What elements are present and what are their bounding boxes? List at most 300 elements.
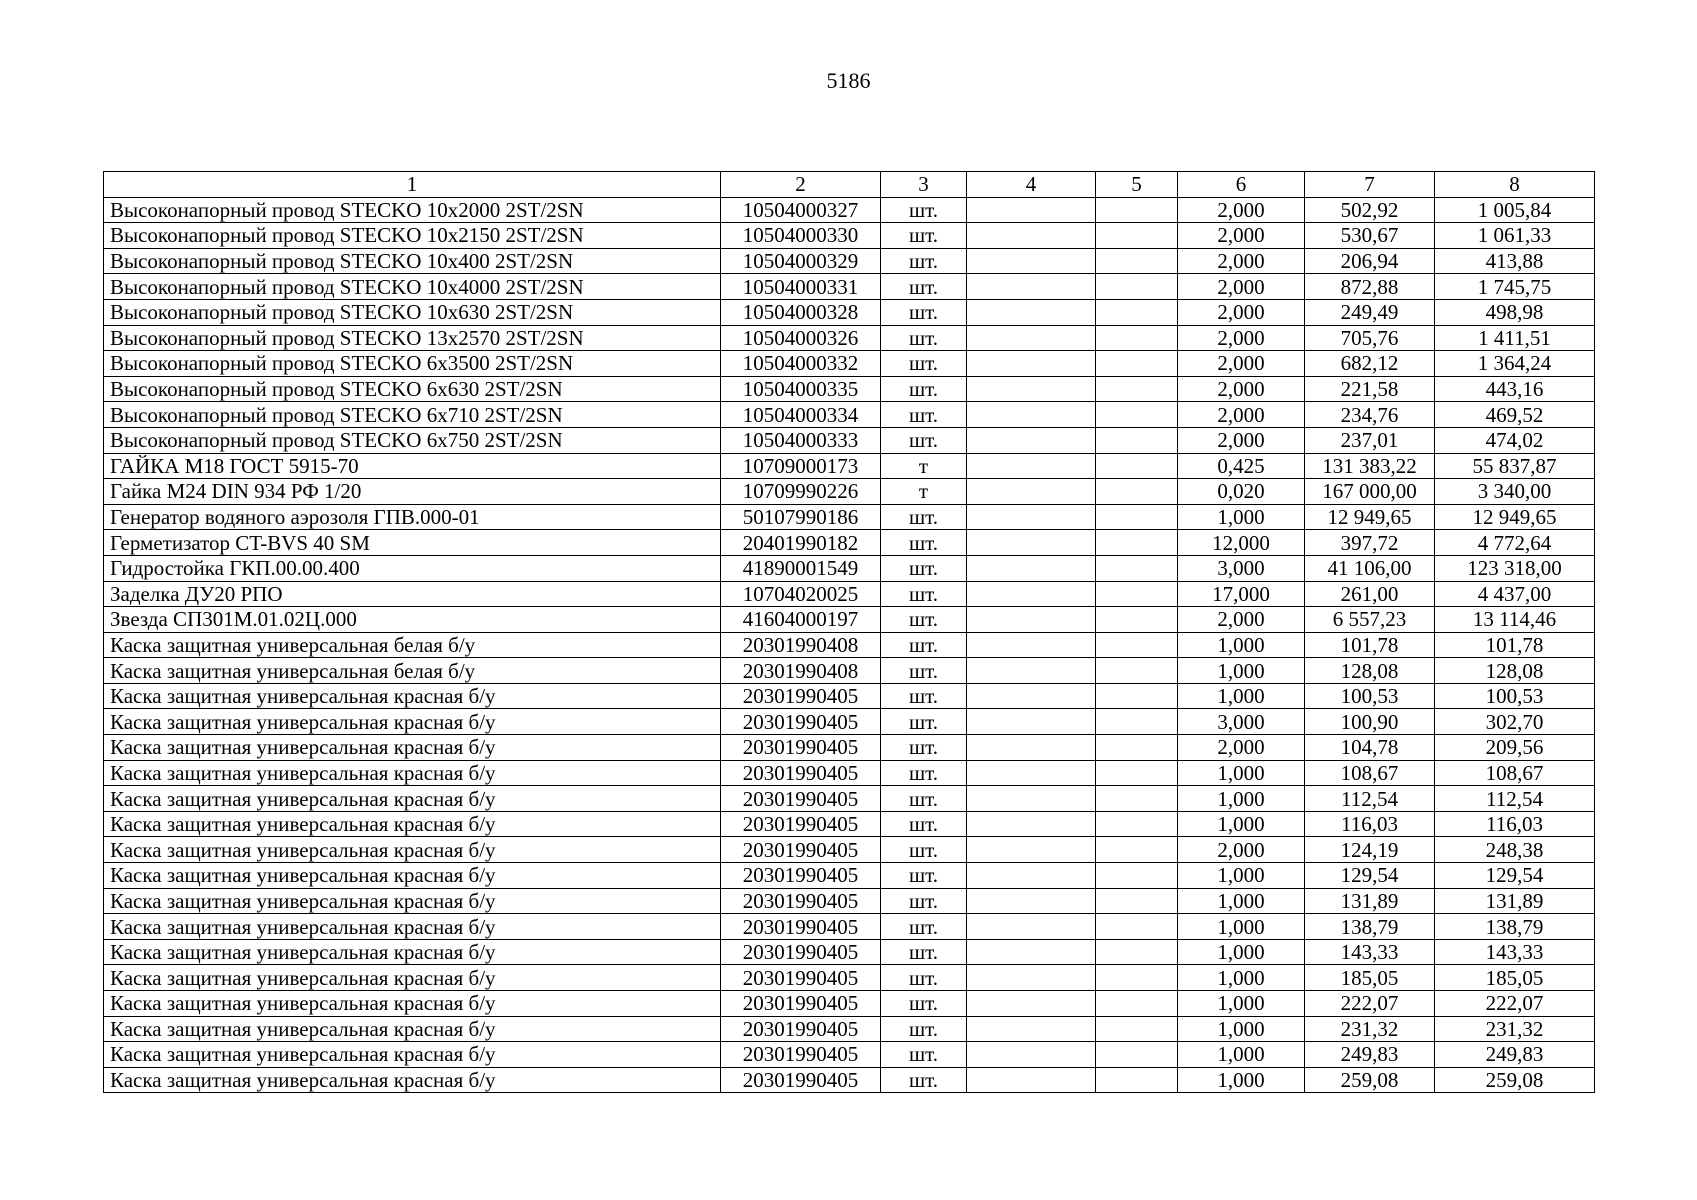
item-code-cell: 20301990405 (721, 965, 881, 991)
column-header-7: 7 (1305, 172, 1435, 198)
item-name-cell: Высоконапорный провод STECKO 10x630 2ST/2SN (104, 299, 721, 325)
item-code-cell: 20301990405 (721, 1016, 881, 1042)
column-4-cell (967, 223, 1096, 249)
item-code-cell: 10504000334 (721, 402, 881, 428)
total-cell: 129,54 (1435, 863, 1595, 889)
table-row (104, 1067, 1595, 1093)
quantity-cell: 3,000 (1178, 709, 1305, 735)
quantity-cell: 2,000 (1178, 427, 1305, 453)
table-row (104, 683, 1595, 709)
price-cell: 131 383,22 (1305, 453, 1435, 479)
price-cell: 249,83 (1305, 1042, 1435, 1068)
column-5-cell (1096, 939, 1178, 965)
item-code-cell: 20301990408 (721, 658, 881, 684)
quantity-cell: 12,000 (1178, 530, 1305, 556)
quantity-cell: 2,000 (1178, 376, 1305, 402)
quantity-cell: 1,000 (1178, 863, 1305, 889)
quantity-cell: 1,000 (1178, 811, 1305, 837)
unit-cell: шт. (881, 376, 967, 402)
total-cell: 185,05 (1435, 965, 1595, 991)
table-row (104, 1016, 1595, 1042)
quantity-cell: 2,000 (1178, 735, 1305, 761)
price-cell: 221,58 (1305, 376, 1435, 402)
page-number: 5186 (826, 68, 871, 93)
total-cell: 249,83 (1435, 1042, 1595, 1068)
total-cell: 413,88 (1435, 248, 1595, 274)
column-4-cell (967, 709, 1096, 735)
column-4-cell (967, 427, 1096, 453)
item-name-cell: ГАЙКА М18 ГОСТ 5915-70 (104, 453, 721, 479)
column-5-cell (1096, 991, 1178, 1017)
table-row (104, 197, 1595, 223)
column-5-cell (1096, 479, 1178, 505)
total-cell: 131,89 (1435, 888, 1595, 914)
column-5-cell (1096, 504, 1178, 530)
item-code-cell: 10504000326 (721, 325, 881, 351)
quantity-cell: 1,000 (1178, 914, 1305, 940)
item-code-cell: 41890001549 (721, 555, 881, 581)
column-5-cell (1096, 223, 1178, 249)
item-name-cell: Каска защитная универсальная красная б/у (104, 683, 721, 709)
column-4-cell (967, 453, 1096, 479)
item-code-cell: 20301990405 (721, 811, 881, 837)
item-code-cell: 10504000328 (721, 299, 881, 325)
column-5-cell (1096, 427, 1178, 453)
column-5-cell (1096, 658, 1178, 684)
quantity-cell: 2,000 (1178, 223, 1305, 249)
price-cell: 100,53 (1305, 683, 1435, 709)
column-4-cell (967, 1016, 1096, 1042)
column-header-6: 6 (1178, 172, 1305, 198)
total-cell: 259,08 (1435, 1067, 1595, 1093)
unit-cell: шт. (881, 939, 967, 965)
column-4-cell (967, 479, 1096, 505)
table-row (104, 504, 1595, 530)
item-code-cell: 20301990405 (721, 837, 881, 863)
unit-cell: шт. (881, 632, 967, 658)
item-code-cell: 20301990405 (721, 939, 881, 965)
unit-cell: т (881, 479, 967, 505)
column-4-cell (967, 197, 1096, 223)
price-cell: 237,01 (1305, 427, 1435, 453)
item-name-cell: Каска защитная универсальная красная б/у (104, 837, 721, 863)
total-cell: 1 745,75 (1435, 274, 1595, 300)
item-name-cell: Высоконапорный провод STECKO 13x2570 2ST/2SN (104, 325, 721, 351)
column-4-cell (967, 555, 1096, 581)
column-4-cell (967, 683, 1096, 709)
item-name-cell: Каска защитная универсальная красная б/у (104, 863, 721, 889)
total-cell: 100,53 (1435, 683, 1595, 709)
quantity-cell: 2,000 (1178, 248, 1305, 274)
price-cell: 222,07 (1305, 991, 1435, 1017)
table-row (104, 888, 1595, 914)
column-4-cell (967, 299, 1096, 325)
price-cell: 116,03 (1305, 811, 1435, 837)
column-5-cell (1096, 581, 1178, 607)
item-code-cell: 10504000333 (721, 427, 881, 453)
item-code-cell: 20301990405 (721, 863, 881, 889)
unit-cell: шт. (881, 888, 967, 914)
item-name-cell: Высоконапорный провод STECKO 10x2150 2ST/2SN (104, 223, 721, 249)
total-cell: 443,16 (1435, 376, 1595, 402)
item-name-cell: Каска защитная универсальная красная б/у (104, 965, 721, 991)
column-5-cell (1096, 632, 1178, 658)
table-row (104, 658, 1595, 684)
unit-cell: шт. (881, 760, 967, 786)
price-cell: 101,78 (1305, 632, 1435, 658)
item-name-cell: Гайка М24 DIN 934 РФ 1/20 (104, 479, 721, 505)
column-4-cell (967, 504, 1096, 530)
column-4-cell (967, 325, 1096, 351)
column-5-cell (1096, 453, 1178, 479)
table-row (104, 760, 1595, 786)
price-cell: 261,00 (1305, 581, 1435, 607)
item-name-cell: Герметизатор CT-BVS 40 SM (104, 530, 721, 556)
column-5-cell (1096, 1067, 1178, 1093)
table-row (104, 427, 1595, 453)
column-5-cell (1096, 1016, 1178, 1042)
table-row (104, 991, 1595, 1017)
item-code-cell: 20301990405 (721, 1042, 881, 1068)
price-cell: 872,88 (1305, 274, 1435, 300)
total-cell: 231,32 (1435, 1016, 1595, 1042)
unit-cell: шт. (881, 735, 967, 761)
total-cell: 1 411,51 (1435, 325, 1595, 351)
table-row (104, 555, 1595, 581)
unit-cell: шт. (881, 351, 967, 377)
price-cell: 131,89 (1305, 888, 1435, 914)
unit-cell: шт. (881, 325, 967, 351)
price-cell: 397,72 (1305, 530, 1435, 556)
item-name-cell: Каска защитная универсальная красная б/у (104, 811, 721, 837)
column-5-cell (1096, 197, 1178, 223)
quantity-cell: 1,000 (1178, 658, 1305, 684)
item-name-cell: Звезда СП301М.01.02Ц.000 (104, 607, 721, 633)
unit-cell: шт. (881, 786, 967, 812)
table-row (104, 811, 1595, 837)
total-cell: 248,38 (1435, 837, 1595, 863)
table-row (104, 274, 1595, 300)
column-5-cell (1096, 325, 1178, 351)
item-name-cell: Высоконапорный провод STECKO 10x400 2ST/2SN (104, 248, 721, 274)
item-name-cell: Каска защитная универсальная красная б/у (104, 1042, 721, 1068)
price-cell: 104,78 (1305, 735, 1435, 761)
total-cell: 1 061,33 (1435, 223, 1595, 249)
quantity-cell: 1,000 (1178, 1042, 1305, 1068)
total-cell: 302,70 (1435, 709, 1595, 735)
item-name-cell: Каска защитная универсальная красная б/у (104, 786, 721, 812)
quantity-cell: 2,000 (1178, 837, 1305, 863)
table-row (104, 735, 1595, 761)
quantity-cell: 1,000 (1178, 632, 1305, 658)
table-row (104, 965, 1595, 991)
item-code-cell: 50107990186 (721, 504, 881, 530)
table-row (104, 248, 1595, 274)
unit-cell: шт. (881, 863, 967, 889)
column-5-cell (1096, 811, 1178, 837)
column-4-cell (967, 786, 1096, 812)
column-4-cell (967, 991, 1096, 1017)
table-row (104, 479, 1595, 505)
item-name-cell: Каска защитная универсальная белая б/у (104, 658, 721, 684)
price-cell: 530,67 (1305, 223, 1435, 249)
quantity-cell: 2,000 (1178, 197, 1305, 223)
item-code-cell: 20301990405 (721, 709, 881, 735)
column-4-cell (967, 965, 1096, 991)
unit-cell: шт. (881, 555, 967, 581)
column-4-cell (967, 914, 1096, 940)
column-4-cell (967, 274, 1096, 300)
unit-cell: шт. (881, 965, 967, 991)
column-4-cell (967, 248, 1096, 274)
unit-cell: т (881, 453, 967, 479)
table-row (104, 914, 1595, 940)
table-body (104, 197, 1595, 1093)
item-name-cell: Каска защитная универсальная красная б/у (104, 991, 721, 1017)
table-row (104, 607, 1595, 633)
item-code-cell: 20301990405 (721, 760, 881, 786)
table-row (104, 223, 1595, 249)
total-cell: 116,03 (1435, 811, 1595, 837)
unit-cell: шт. (881, 274, 967, 300)
table-row (104, 530, 1595, 556)
item-name-cell: Гидростойка ГКП.00.00.400 (104, 555, 721, 581)
item-code-cell: 20301990405 (721, 914, 881, 940)
quantity-cell: 1,000 (1178, 786, 1305, 812)
total-cell: 123 318,00 (1435, 555, 1595, 581)
item-code-cell: 20301990405 (721, 1067, 881, 1093)
price-cell: 185,05 (1305, 965, 1435, 991)
quantity-cell: 1,000 (1178, 888, 1305, 914)
total-cell: 222,07 (1435, 991, 1595, 1017)
total-cell: 112,54 (1435, 786, 1595, 812)
price-cell: 143,33 (1305, 939, 1435, 965)
unit-cell: шт. (881, 658, 967, 684)
item-name-cell: Каска защитная универсальная красная б/у (104, 1067, 721, 1093)
item-name-cell: Высоконапорный провод STECKO 10x2000 2ST/2SN (104, 197, 721, 223)
price-cell: 682,12 (1305, 351, 1435, 377)
quantity-cell: 1,000 (1178, 1067, 1305, 1093)
quantity-cell: 1,000 (1178, 683, 1305, 709)
item-code-cell: 41604000197 (721, 607, 881, 633)
unit-cell: шт. (881, 530, 967, 556)
column-5-cell (1096, 709, 1178, 735)
table-row (104, 939, 1595, 965)
quantity-cell: 3,000 (1178, 555, 1305, 581)
unit-cell: шт. (881, 1016, 967, 1042)
quantity-cell: 1,000 (1178, 1016, 1305, 1042)
total-cell: 138,79 (1435, 914, 1595, 940)
item-name-cell: Заделка ДУ20 РПО (104, 581, 721, 607)
item-code-cell: 10709990226 (721, 479, 881, 505)
total-cell: 101,78 (1435, 632, 1595, 658)
column-4-cell (967, 1042, 1096, 1068)
column-4-cell (967, 607, 1096, 633)
quantity-cell: 2,000 (1178, 402, 1305, 428)
item-name-cell: Высоконапорный провод STECKO 6x710 2ST/2SN (104, 402, 721, 428)
column-5-cell (1096, 299, 1178, 325)
quantity-cell: 1,000 (1178, 939, 1305, 965)
price-cell: 124,19 (1305, 837, 1435, 863)
unit-cell: шт. (881, 299, 967, 325)
column-5-cell (1096, 965, 1178, 991)
table-row (104, 786, 1595, 812)
column-header-8: 8 (1435, 172, 1595, 198)
total-cell: 143,33 (1435, 939, 1595, 965)
total-cell: 12 949,65 (1435, 504, 1595, 530)
total-cell: 55 837,87 (1435, 453, 1595, 479)
quantity-cell: 0,425 (1178, 453, 1305, 479)
item-code-cell: 10704020025 (721, 581, 881, 607)
inventory-table (103, 171, 1595, 1093)
unit-cell: шт. (881, 402, 967, 428)
column-5-cell (1096, 914, 1178, 940)
item-code-cell: 10504000329 (721, 248, 881, 274)
quantity-cell: 2,000 (1178, 607, 1305, 633)
column-5-cell (1096, 786, 1178, 812)
item-name-cell: Высоконапорный провод STECKO 6x750 2ST/2SN (104, 427, 721, 453)
column-5-cell (1096, 837, 1178, 863)
item-name-cell: Каска защитная универсальная красная б/у (104, 914, 721, 940)
item-name-cell: Каска защитная универсальная красная б/у (104, 709, 721, 735)
item-name-cell: Каска защитная универсальная красная б/у (104, 735, 721, 761)
quantity-cell: 2,000 (1178, 351, 1305, 377)
quantity-cell: 2,000 (1178, 299, 1305, 325)
total-cell: 1 005,84 (1435, 197, 1595, 223)
quantity-cell: 1,000 (1178, 504, 1305, 530)
unit-cell: шт. (881, 248, 967, 274)
price-cell: 100,90 (1305, 709, 1435, 735)
item-code-cell: 10709000173 (721, 453, 881, 479)
unit-cell: шт. (881, 504, 967, 530)
item-name-cell: Каска защитная универсальная красная б/у (104, 760, 721, 786)
total-cell: 108,67 (1435, 760, 1595, 786)
item-code-cell: 10504000327 (721, 197, 881, 223)
total-cell: 474,02 (1435, 427, 1595, 453)
column-5-cell (1096, 530, 1178, 556)
table-row (104, 325, 1595, 351)
item-code-cell: 20301990405 (721, 991, 881, 1017)
price-cell: 138,79 (1305, 914, 1435, 940)
unit-cell: шт. (881, 427, 967, 453)
total-cell: 3 340,00 (1435, 479, 1595, 505)
total-cell: 13 114,46 (1435, 607, 1595, 633)
unit-cell: шт. (881, 581, 967, 607)
total-cell: 4 437,00 (1435, 581, 1595, 607)
column-4-cell (967, 863, 1096, 889)
column-4-cell (967, 402, 1096, 428)
item-name-cell: Высоконапорный провод STECKO 6x630 2ST/2SN (104, 376, 721, 402)
table-row (104, 453, 1595, 479)
unit-cell: шт. (881, 709, 967, 735)
column-5-cell (1096, 735, 1178, 761)
column-4-cell (967, 888, 1096, 914)
column-5-cell (1096, 555, 1178, 581)
table-row (104, 863, 1595, 889)
item-name-cell: Каска защитная универсальная красная б/у (104, 1016, 721, 1042)
price-cell: 167 000,00 (1305, 479, 1435, 505)
item-name-cell: Высоконапорный провод STECKO 6x3500 2ST/2SN (104, 351, 721, 377)
total-cell: 128,08 (1435, 658, 1595, 684)
price-cell: 129,54 (1305, 863, 1435, 889)
column-5-cell (1096, 760, 1178, 786)
column-5-cell (1096, 402, 1178, 428)
item-name-cell: Каска защитная универсальная красная б/у (104, 888, 721, 914)
total-cell: 498,98 (1435, 299, 1595, 325)
item-code-cell: 20401990182 (721, 530, 881, 556)
quantity-cell: 2,000 (1178, 274, 1305, 300)
item-name-cell: Каска защитная универсальная красная б/у (104, 939, 721, 965)
item-code-cell: 10504000330 (721, 223, 881, 249)
table-row (104, 837, 1595, 863)
price-cell: 705,76 (1305, 325, 1435, 351)
column-header-4: 4 (967, 172, 1096, 198)
column-5-cell (1096, 274, 1178, 300)
item-name-cell: Каска защитная универсальная белая б/у (104, 632, 721, 658)
column-4-cell (967, 581, 1096, 607)
column-4-cell (967, 760, 1096, 786)
quantity-cell: 1,000 (1178, 760, 1305, 786)
item-name-cell: Высоконапорный провод STECKO 10x4000 2ST/2SN (104, 274, 721, 300)
price-cell: 108,67 (1305, 760, 1435, 786)
item-code-cell: 20301990408 (721, 632, 881, 658)
price-cell: 41 106,00 (1305, 555, 1435, 581)
unit-cell: шт. (881, 1042, 967, 1068)
item-code-cell: 20301990405 (721, 683, 881, 709)
unit-cell: шт. (881, 1067, 967, 1093)
price-cell: 12 949,65 (1305, 504, 1435, 530)
column-header-2: 2 (721, 172, 881, 198)
total-cell: 1 364,24 (1435, 351, 1595, 377)
price-cell: 112,54 (1305, 786, 1435, 812)
column-4-cell (967, 811, 1096, 837)
item-name-cell: Генератор водяного аэрозоля ГПВ.000-01 (104, 504, 721, 530)
unit-cell: шт. (881, 683, 967, 709)
column-4-cell (967, 837, 1096, 863)
table-row (104, 709, 1595, 735)
column-4-cell (967, 351, 1096, 377)
total-cell: 469,52 (1435, 402, 1595, 428)
unit-cell: шт. (881, 197, 967, 223)
column-4-cell (967, 530, 1096, 556)
item-code-cell: 20301990405 (721, 888, 881, 914)
price-cell: 502,92 (1305, 197, 1435, 223)
price-cell: 206,94 (1305, 248, 1435, 274)
item-code-cell: 20301990405 (721, 735, 881, 761)
quantity-cell: 17,000 (1178, 581, 1305, 607)
unit-cell: шт. (881, 607, 967, 633)
column-4-cell (967, 735, 1096, 761)
quantity-cell: 1,000 (1178, 991, 1305, 1017)
total-cell: 209,56 (1435, 735, 1595, 761)
price-cell: 128,08 (1305, 658, 1435, 684)
item-code-cell: 10504000332 (721, 351, 881, 377)
column-4-cell (967, 939, 1096, 965)
total-cell: 4 772,64 (1435, 530, 1595, 556)
price-cell: 249,49 (1305, 299, 1435, 325)
item-code-cell: 20301990405 (721, 786, 881, 812)
column-4-cell (967, 632, 1096, 658)
column-5-cell (1096, 888, 1178, 914)
price-cell: 231,32 (1305, 1016, 1435, 1042)
table-row (104, 299, 1595, 325)
quantity-cell: 1,000 (1178, 965, 1305, 991)
column-5-cell (1096, 1042, 1178, 1068)
price-cell: 6 557,23 (1305, 607, 1435, 633)
item-code-cell: 10504000331 (721, 274, 881, 300)
unit-cell: шт. (881, 223, 967, 249)
column-5-cell (1096, 863, 1178, 889)
